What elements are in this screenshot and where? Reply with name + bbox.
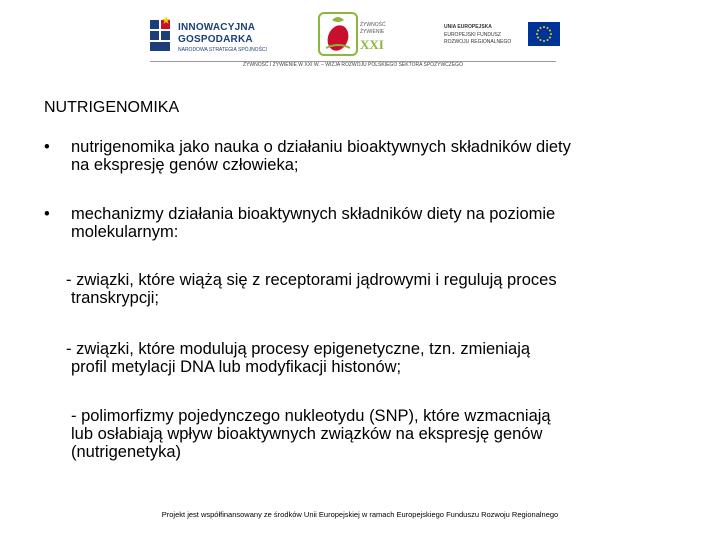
sub-item-line: (nutrigenetyka) bbox=[71, 443, 182, 461]
sub-item-line: - polimorfizmy pojedynczego nukleotydu (SNP), które wzmacniają bbox=[71, 407, 551, 425]
sub-item-line: lub osłabiają wpływ bioaktywnych związków na ekspresję genów bbox=[71, 425, 543, 443]
ue-logo-line2: EUROPEJSKI FUNDUSZ bbox=[444, 32, 501, 38]
sub-item bbox=[71, 407, 551, 461]
sub-item-line: profil metylacji DNA lub modyfikacji histonów; bbox=[71, 358, 402, 376]
bullet-line: nutrigenomika jako nauka o działaniu bioaktywnych składników diety bbox=[71, 138, 571, 156]
unia-europejska-logo bbox=[444, 22, 560, 50]
zz-logo-line2: ŻYWIENIE bbox=[360, 29, 385, 35]
innowacyjna-gospodarka-logo bbox=[148, 14, 270, 54]
sub-item-line: - związki, które modulują procesy epigenetyczne, tzn. zmieniają bbox=[66, 340, 531, 358]
slide-title: NUTRIGENOMIKA bbox=[44, 99, 180, 116]
sub-item bbox=[66, 271, 557, 307]
ig-logo-line1: INNOWACYJNA bbox=[178, 22, 256, 33]
header-logos bbox=[0, 0, 720, 80]
bullet-symbol: • bbox=[44, 138, 50, 156]
ig-logo-line3: NARODOWA STRATEGIA SPÓJNOŚCI bbox=[178, 47, 267, 53]
ig-logo-line2: GOSPODARKA bbox=[178, 34, 253, 45]
bullet-line: mechanizmy działania bioaktywnych składników diety na poziomie bbox=[71, 205, 556, 223]
bullet-line: na ekspresję genów człowieka; bbox=[71, 156, 299, 174]
eu-flag-icon bbox=[528, 22, 560, 46]
sub-item-line: - związki, które wiążą się z receptorami jądrowymi i regulują proces bbox=[66, 271, 557, 289]
header-tagline: ŻYWNOŚĆ I ŻYWIENIE W XXI W. – WIZJA ROZWOJU POLSKIEGO SEKTORA SPOŻYWCZEGO bbox=[243, 62, 463, 68]
sub-item-line: transkrypcji; bbox=[71, 289, 160, 307]
footer-note: Projekt jest współfinansowany ze środków Unii Europejskiej w ramach Europejskiego Funduszu Rozwoju Regionalnego bbox=[161, 510, 559, 519]
zz-logo-icon bbox=[318, 12, 358, 56]
bullet-line: molekularnym: bbox=[71, 223, 179, 241]
bullet-symbol: • bbox=[44, 205, 50, 223]
zz-logo-line3: XXI bbox=[360, 37, 384, 52]
zywnosc-zywienie-logo bbox=[318, 12, 388, 56]
sub-item bbox=[66, 340, 530, 376]
bullet-text bbox=[71, 205, 555, 241]
ig-logo-icon bbox=[148, 14, 174, 54]
ue-logo-line1: UNIA EUROPEJSKA bbox=[444, 24, 492, 30]
bullet-text bbox=[71, 138, 571, 174]
zz-logo-line1: ŻYWNOŚĆ bbox=[360, 22, 386, 28]
ue-logo-line3: ROZWOJU REGIONALNEGO bbox=[444, 39, 512, 45]
